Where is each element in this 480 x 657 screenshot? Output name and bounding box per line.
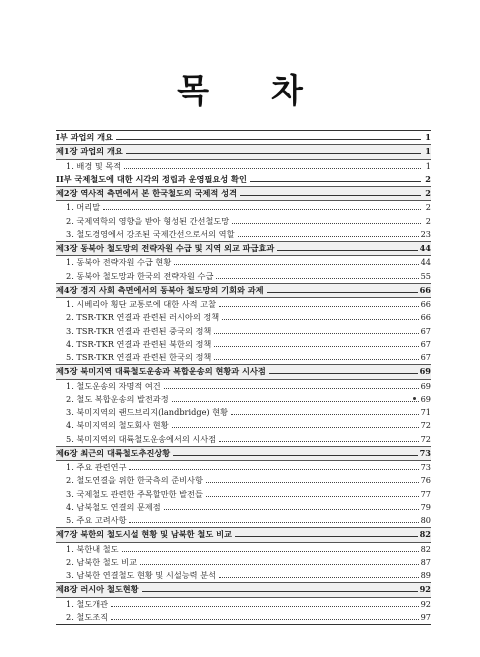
toc-section-entry[interactable]	[56, 201, 431, 214]
toc-section-entry[interactable]	[56, 351, 431, 364]
toc-leader-dots	[206, 496, 419, 497]
toc-page-number: 67	[420, 325, 431, 336]
title-char-2: 차	[271, 70, 303, 110]
toc-page-number: 2	[425, 173, 431, 184]
toc-page-number: 23	[420, 228, 431, 239]
toc-page-number: 69	[420, 380, 431, 391]
toc-leader-dots	[214, 333, 418, 334]
toc-entry-label: 제5장 북미지역 대륙철도운송과 복합운송의 현황과 시사점	[56, 366, 266, 377]
toc-section-entry[interactable]	[56, 160, 431, 173]
toc-entry-label: 4. 북미지역의 철도회사 현황	[66, 420, 169, 431]
toc-entry-label: 2. 동북아 철도망과 한국의 전략자원 수급	[66, 270, 214, 281]
toc-entry-label: 1. 북한내 철도	[66, 543, 119, 554]
toc-page-number: 76	[420, 475, 431, 486]
toc-section-entry[interactable]	[56, 298, 431, 311]
toc-page-number: 71	[420, 407, 431, 417]
toc-section-entry[interactable]	[56, 270, 431, 283]
toc-section-entry[interactable]	[56, 461, 431, 474]
toc-leader-dots	[111, 619, 419, 620]
toc-page-number: 72	[420, 433, 431, 444]
toc-leader-dots	[111, 606, 419, 607]
toc-entry-label: 5. 북미지역의 대륙철도운송에서의 시사점	[66, 433, 217, 444]
toc-leader-dots	[219, 577, 419, 578]
toc-entry-label: 5. 주요 고려사항	[66, 515, 127, 525]
toc-page-number: 73	[419, 447, 431, 458]
toc-page-number: 67	[420, 352, 431, 362]
toc-page-number: 92	[419, 584, 431, 595]
toc-section-entry[interactable]	[56, 393, 431, 406]
toc-leader-dots	[116, 139, 421, 140]
toc-leader-dots	[219, 441, 419, 442]
toc-page-number: 87	[420, 556, 431, 567]
toc-section-entry[interactable]	[56, 569, 431, 582]
toc-leader-dots	[129, 469, 418, 470]
toc-entry-label: 3. 국제철도 관련한 주목할만한 발전들	[66, 488, 203, 499]
toc-entry-label: 2. 철도연결을 위한 한국측의 준비사항	[66, 475, 203, 486]
toc-page-number: 44	[419, 243, 431, 253]
toc-entry-label: 1. 동북아 전략자원 수급 현황	[66, 257, 172, 268]
toc-entry-label: 1. 주요 관련연구	[66, 462, 127, 472]
toc-part-entry[interactable]	[56, 131, 431, 144]
toc-entry-label: 제4장 경지 사회 측면에서의 동북아 철도망의 기회와 과제	[56, 284, 264, 295]
toc-leader-dots	[122, 551, 419, 552]
toc-leader-dots	[173, 455, 417, 456]
toc-leader-dots	[231, 414, 419, 415]
toc-page-number: 79	[420, 501, 431, 512]
toc-page-number: 77	[420, 488, 431, 499]
toc-leader-dots	[267, 292, 418, 293]
toc-section-entry[interactable]	[56, 514, 431, 527]
toc-leader-dots	[206, 482, 419, 483]
toc-section-entry[interactable]	[56, 488, 431, 501]
toc-entry-label: 1. 철도운송의 자명적 여건	[66, 380, 161, 391]
toc-leader-dots	[172, 401, 419, 402]
toc-section-entry[interactable]	[56, 474, 431, 487]
toc-chapter-entry[interactable]	[56, 364, 431, 379]
toc-section-entry[interactable]	[56, 325, 431, 338]
toc-page-number: 97	[420, 611, 431, 622]
toc-entry-label: 1. 시베리아 횡단 교통로에 대한 사적 고찰	[66, 299, 216, 309]
toc-entry-label: 제1장 과업의 개요	[56, 146, 123, 157]
toc-entry-label: 제8장 러시아 철도현황	[56, 584, 139, 595]
toc-page-number: 80	[420, 515, 431, 525]
toc-section-entry[interactable]	[56, 406, 431, 419]
stray-mark	[413, 397, 416, 400]
toc-page-number: 1	[425, 132, 431, 142]
toc-page-number: 55	[420, 270, 431, 281]
toc-leader-dots	[124, 168, 421, 169]
toc-leader-dots	[164, 388, 419, 389]
toc-page-number: 2	[425, 215, 431, 226]
toc-entry-label: I부 과업의 개요	[56, 132, 113, 142]
toc-entry-label: 3. 북미지역의 랜드브리지(landbridge) 현황	[66, 407, 229, 417]
toc-section-entry[interactable]	[56, 556, 431, 569]
toc-leader-dots	[277, 250, 417, 251]
toc-entry-label: 3. 남북한 연결철도 현황 및 시설능력 분석	[66, 570, 216, 580]
toc-entry-label: 제6장 최근의 대륙철도추진상황	[56, 447, 171, 458]
toc-leader-dots	[126, 153, 421, 154]
toc-section-entry[interactable]	[56, 543, 431, 556]
toc-page-number: 92	[420, 598, 431, 609]
toc-page-number: 82	[419, 529, 431, 540]
toc-leader-dots	[164, 509, 419, 510]
toc-entry-label: II부 국제철도에 대한 시각의 정립과 운영필요성 확인	[56, 173, 247, 184]
toc-entry-label: 제3장 동북아 철도망의 전략자원 수급 및 지역 외교 파급효과	[56, 243, 275, 253]
toc-entry-label: 2. 철도 복합운송의 발전과정	[66, 393, 169, 404]
toc-section-entry[interactable]	[56, 611, 431, 624]
toc-section-entry[interactable]	[56, 228, 431, 241]
toc-section-entry[interactable]	[56, 598, 431, 611]
toc-leader-dots	[142, 591, 418, 592]
toc-chapter-entry[interactable]	[56, 241, 431, 256]
toc-leader-dots	[214, 359, 418, 360]
toc-entry-label: 제7장 북한의 철도시설 현황 및 남북한 철도 비교	[56, 529, 232, 540]
toc-part-entry[interactable]	[56, 173, 431, 186]
table-of-contents	[56, 130, 431, 625]
toc-section-entry[interactable]	[56, 380, 431, 393]
toc-page-number: 1	[425, 160, 431, 171]
toc-leader-dots	[174, 264, 418, 265]
toc-leader-dots	[240, 195, 421, 196]
toc-entry-label: 3. TSR-TKR 연결과 관련된 중국의 정책	[66, 325, 212, 336]
toc-page-number: 69	[419, 366, 431, 377]
toc-leader-dots	[214, 346, 418, 347]
toc-leader-dots	[219, 306, 419, 307]
toc-entry-label: 제2장 역사적 측면에서 본 한국철도의 국제적 성격	[56, 188, 237, 198]
toc-section-entry[interactable]	[56, 215, 431, 228]
toc-entry-label: 4. 남북철도 연결의 문제점	[66, 501, 161, 512]
toc-leader-dots	[222, 319, 418, 320]
toc-leader-dots	[129, 522, 418, 523]
toc-section-entry[interactable]	[56, 338, 431, 351]
toc-leader-dots	[216, 278, 418, 279]
toc-leader-dots	[235, 536, 418, 537]
toc-entry-label: 1. 머리말	[66, 202, 101, 213]
toc-page-number: 66	[419, 284, 431, 295]
toc-chapter-entry[interactable]	[56, 582, 431, 597]
toc-entry-label: 3. 철도경영에서 강조된 국제간선으로서의 역할	[66, 228, 235, 239]
toc-entry-label: 5. TSR-TKR 연결과 관련된 한국의 정책	[66, 352, 212, 362]
toc-entry-label: 1. 배경 및 목적	[66, 160, 122, 171]
toc-page-number: 66	[420, 312, 431, 323]
toc-page-number: 69	[420, 393, 431, 404]
toc-entry-label: 2. 남북한 철도 비교	[66, 556, 137, 567]
toc-section-entry[interactable]	[56, 501, 431, 514]
toc-page-number: 89	[420, 570, 431, 580]
toc-leader-dots	[232, 223, 421, 224]
toc-chapter-entry[interactable]	[56, 144, 431, 159]
toc-chapter-entry[interactable]	[56, 283, 431, 298]
toc-entry-label: 2. 국제역학의 영향을 받아 형성된 간선철도망	[66, 215, 230, 226]
toc-page-number: 66	[420, 299, 431, 309]
toc-leader-dots	[250, 181, 421, 182]
toc-entry-label: 2. TSR-TKR 연결과 관련된 러시아의 정책	[66, 312, 220, 323]
toc-section-entry[interactable]	[56, 433, 431, 446]
toc-page-number: 44	[420, 257, 431, 268]
toc-page-number: 82	[420, 543, 431, 554]
toc-page-number: 2	[425, 202, 431, 213]
title-char-1: 목	[177, 70, 209, 110]
toc-page-number: 67	[420, 338, 431, 349]
toc-section-entry[interactable]	[56, 419, 431, 432]
toc-chapter-entry[interactable]	[56, 527, 431, 542]
toc-entry-label: 4. TSR-TKR 연결과 관련된 북한의 정책	[66, 338, 212, 349]
toc-page-number: 72	[420, 420, 431, 431]
toc-section-entry[interactable]	[56, 256, 431, 269]
toc-leader-dots	[238, 236, 419, 237]
toc-leader-dots	[140, 564, 419, 565]
toc-chapter-entry[interactable]	[56, 446, 431, 461]
page-title	[0, 68, 480, 108]
toc-leader-dots	[103, 209, 421, 210]
toc-leader-dots	[172, 427, 419, 428]
toc-page-number: 1	[425, 146, 431, 157]
toc-chapter-entry[interactable]	[56, 186, 431, 201]
toc-section-entry[interactable]	[56, 311, 431, 324]
toc-page-number: 73	[420, 462, 431, 472]
toc-page-number: 2	[425, 188, 431, 198]
toc-entry-label: 2. 철도조직	[66, 611, 109, 622]
toc-leader-dots	[269, 373, 418, 374]
toc-entry-label: 1. 철도개관	[66, 598, 109, 609]
